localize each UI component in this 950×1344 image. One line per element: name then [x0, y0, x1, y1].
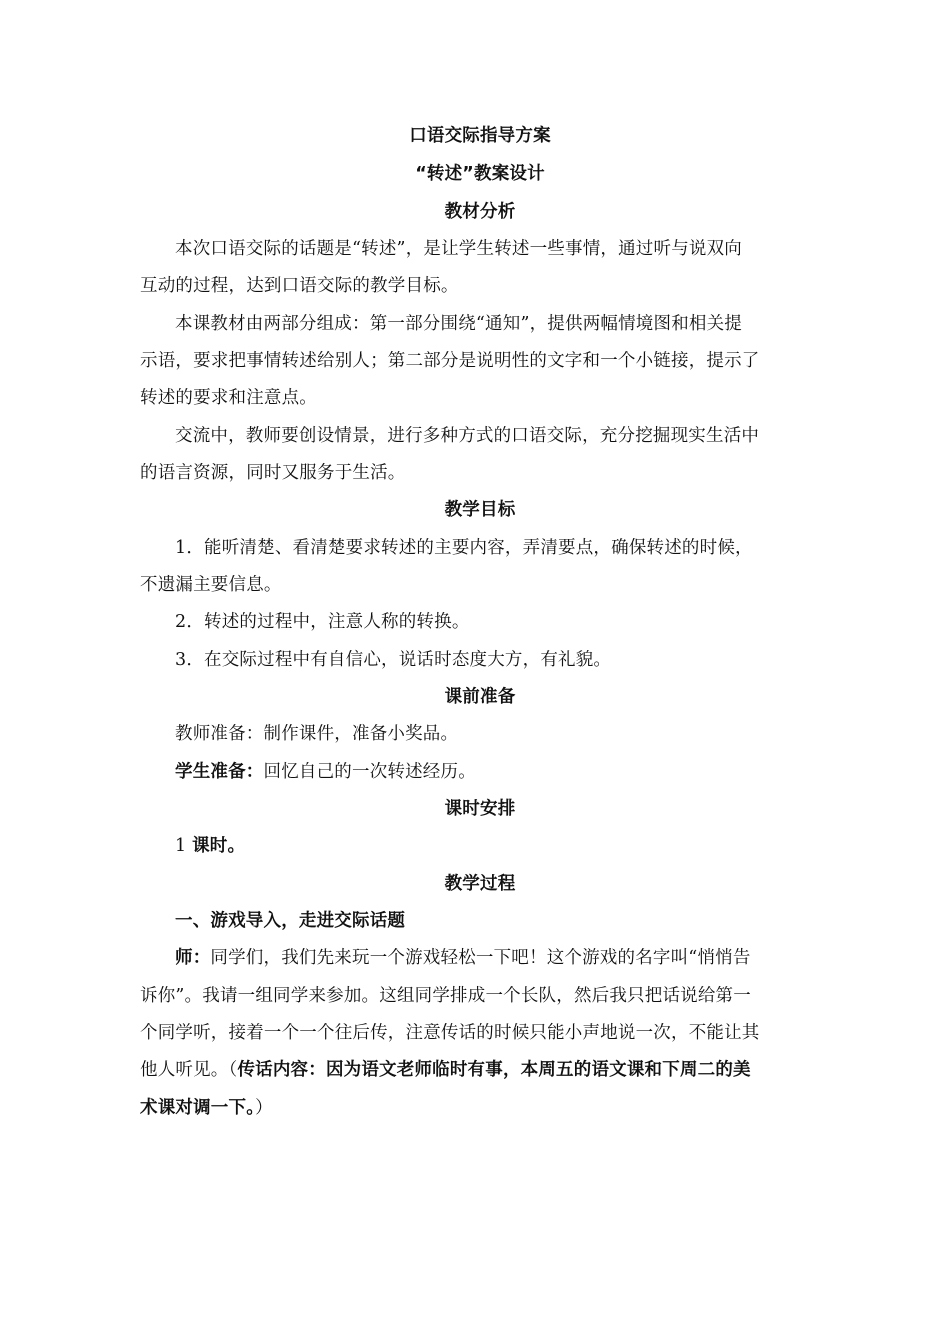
teacher-speech-line: 个同学听，接着一个一个往后传，注意传话的时候只能小声地说一次，不能让其: [140, 1023, 760, 1043]
paragraph-line: 本次口语交际的话题是“转述”，是让学生转述一些事情，通过听与说双向: [175, 239, 742, 259]
step-heading: 一、游戏导入，走进交际话题: [175, 911, 406, 931]
teacher-speech-line: [140, 946, 820, 970]
message-content: 传话内容：因为语文老师临时有事，本周五的语文课和下周二的美: [237, 1060, 751, 1080]
teacher-preparation: 教师准备：制作课件，准备小奖品。: [175, 724, 459, 744]
paragraph-line: 本课教材由两部分组成：第一部分围绕“通知”，提供两幅情境图和相关提: [175, 314, 742, 334]
goal-item-continued: 不遗漏主要信息。: [140, 575, 282, 595]
paragraph-line: 交流中，教师要创设情景，进行多种方式的口语交际，充分挖掘现实生活中: [175, 426, 760, 446]
paragraph-line: 示语，要求把事情转述给别人；第二部分是说明性的文字和一个小链接，提示了: [140, 351, 760, 371]
class-hours-text: 课时。: [192, 836, 246, 856]
document-title: 口语交际指导方案: [409, 126, 551, 146]
teacher-speech-line: [140, 1058, 820, 1082]
teacher-speech-line: 诉你”。我请一组同学来参加。这组同学排成一个长队，然后我只把话说给第一: [140, 986, 751, 1006]
teacher-label: 师：: [175, 948, 211, 968]
paragraph-line: 的语言资源，同时又服务于生活。: [140, 463, 406, 483]
section-heading-preparation: 课前准备: [444, 687, 516, 707]
goal-item: 2．转述的过程中，注意人称的转换。: [175, 612, 470, 632]
goal-item: 3．在交际过程中有自信心，说话时态度大方，有礼貌。: [175, 650, 612, 670]
teacher-speech-text: ）: [255, 1098, 273, 1118]
teacher-speech-text: 同学们，我们先来玩一个游戏轻松一下吧！这个游戏的名字叫“悄悄告: [210, 948, 751, 968]
student-preparation-label: 学生准备：: [175, 762, 264, 782]
section-heading-schedule: 课时安排: [444, 799, 516, 819]
document-subtitle: “转述”教案设计: [415, 164, 545, 184]
class-hours: [140, 834, 820, 858]
section-heading-materials: 教材分析: [444, 202, 516, 222]
teacher-speech-line: [140, 1096, 820, 1120]
student-preparation: [140, 760, 820, 784]
message-content: 术课对调一下。: [140, 1098, 256, 1118]
section-heading-goals: 教学目标: [444, 500, 516, 520]
paragraph-line: 转述的要求和注意点。: [140, 388, 317, 408]
teacher-speech-text: 他人听见。（: [140, 1060, 238, 1080]
student-preparation-text: 回忆自己的一次转述经历。: [263, 762, 476, 782]
goal-item: 1．能听清楚、看清楚要求转述的主要内容，弄清要点，确保转述的时候，: [175, 538, 753, 558]
paragraph-line: 互动的过程，达到口语交际的教学目标。: [140, 276, 459, 296]
section-heading-process: 教学过程: [444, 874, 516, 894]
class-hours-number: 1: [175, 836, 187, 856]
